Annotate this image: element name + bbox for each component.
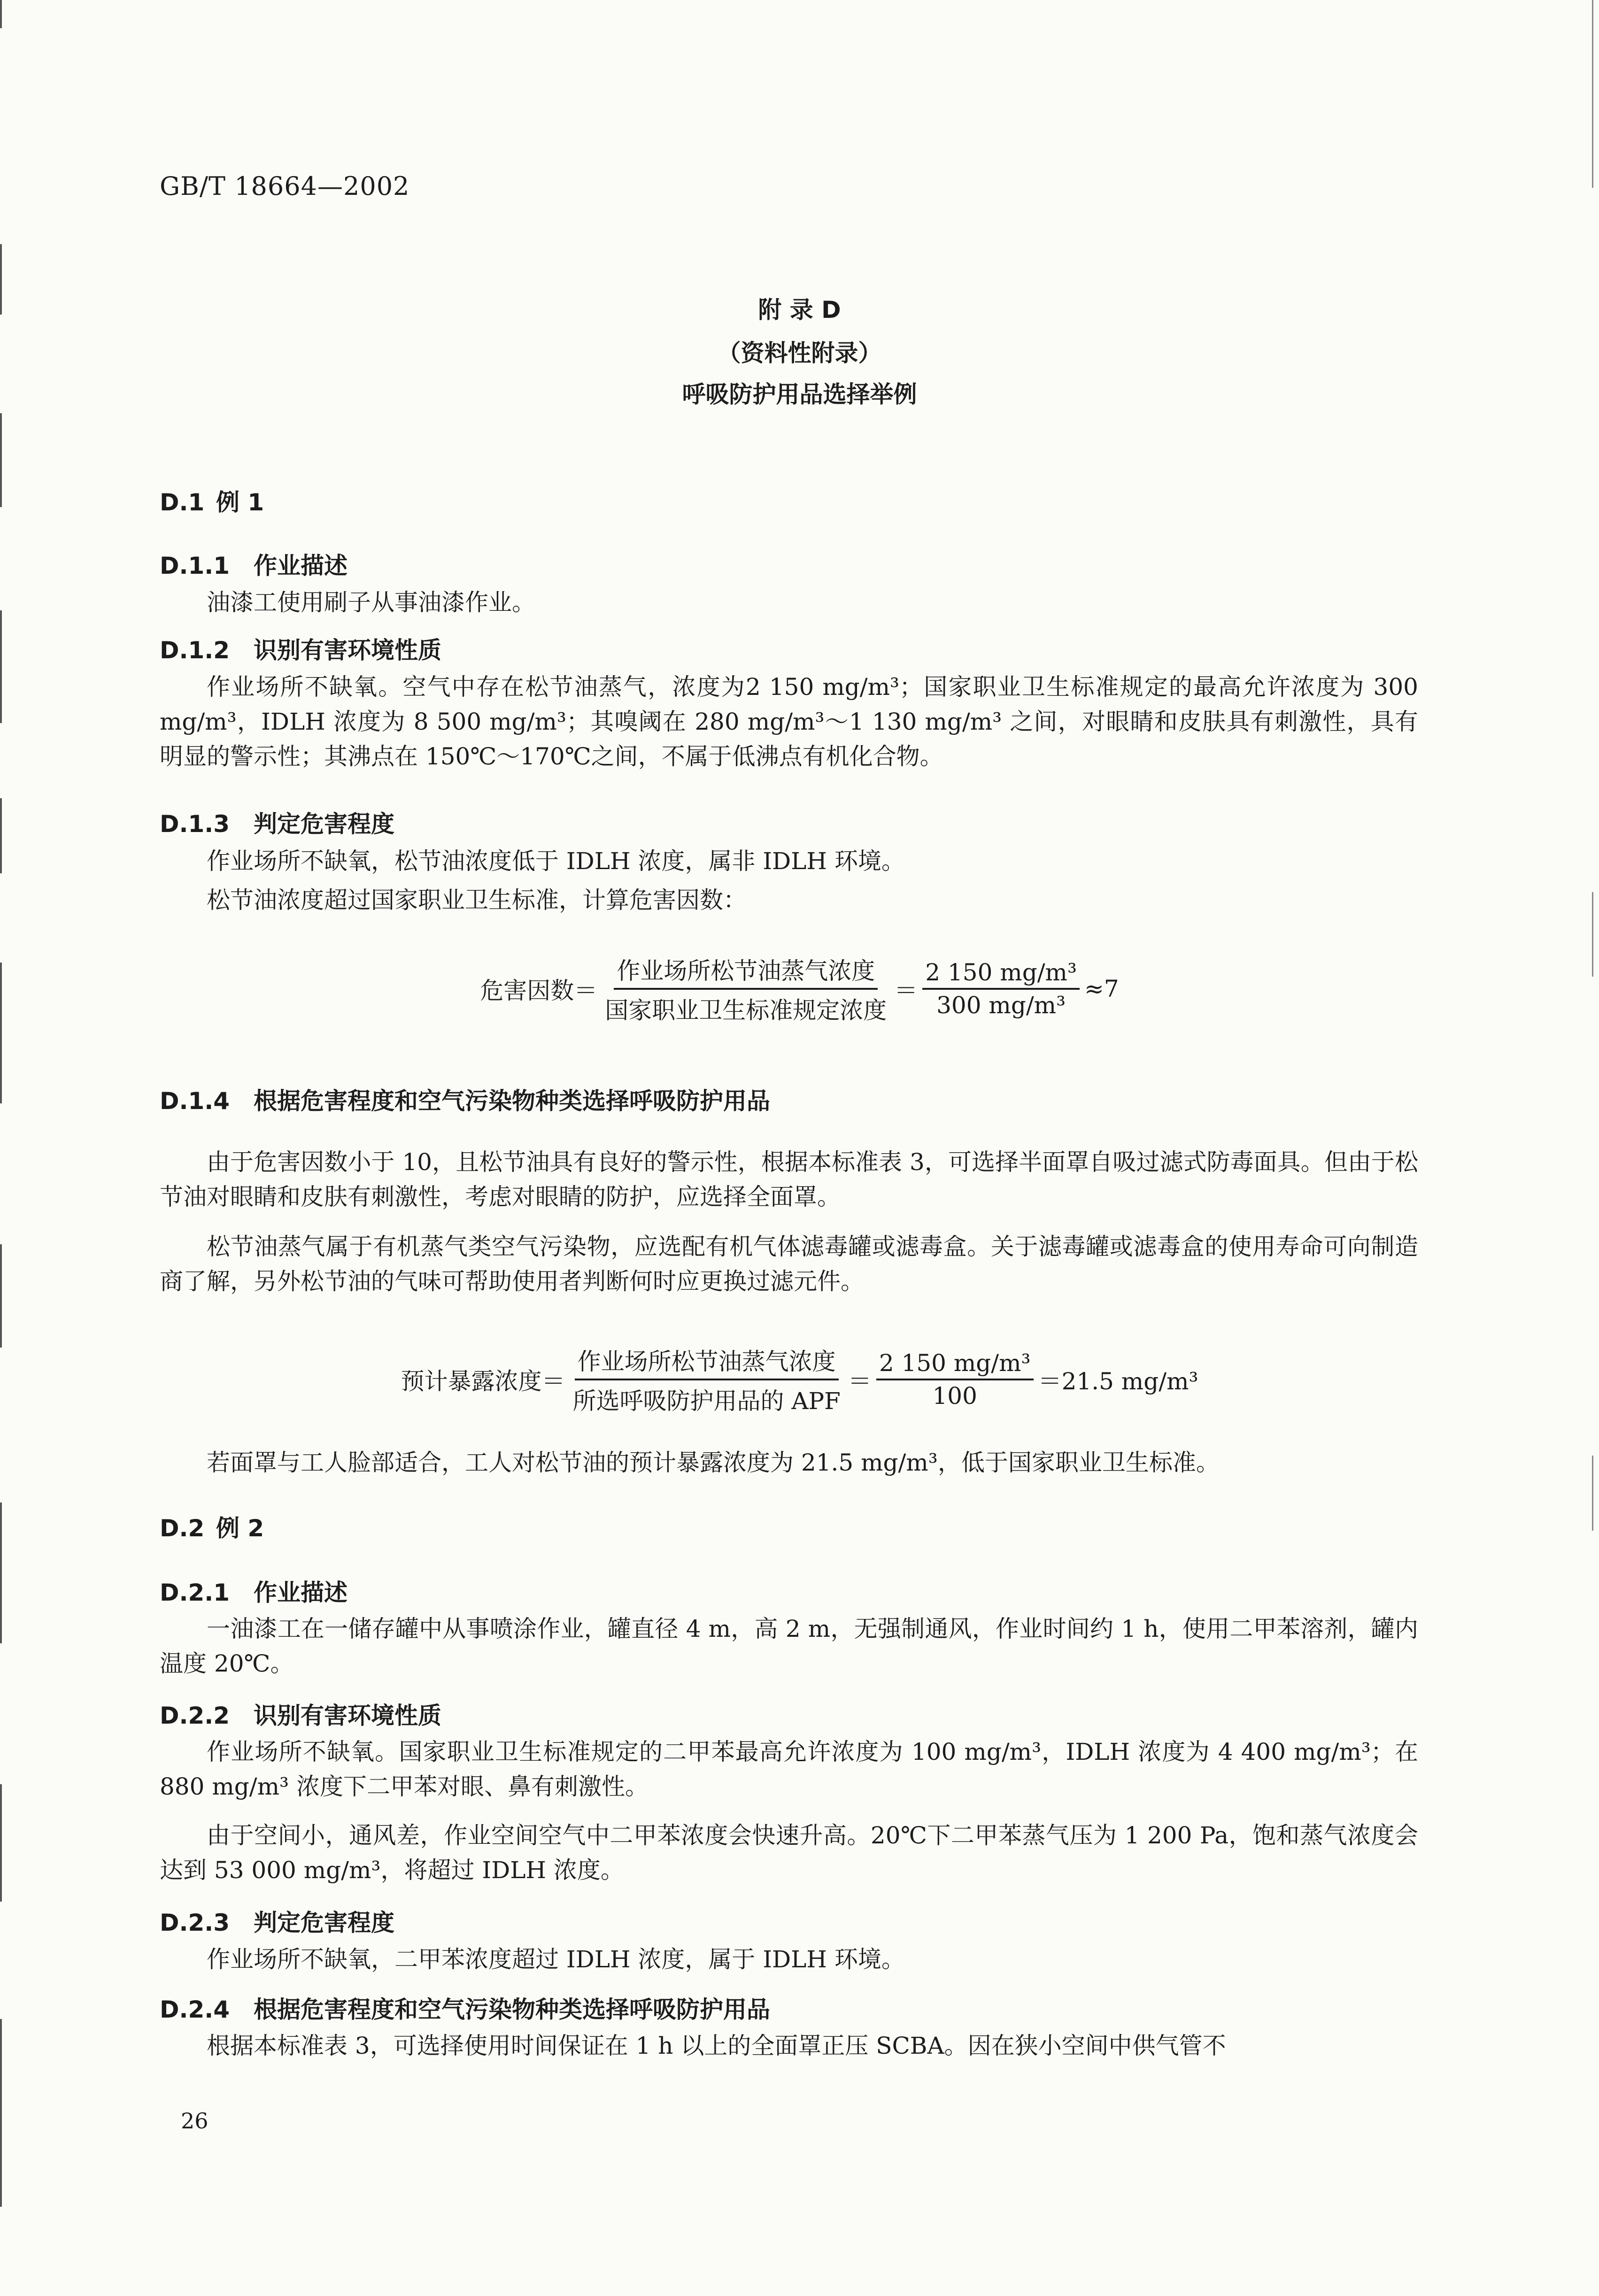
document-code: GB/T 18664—2002 [160, 171, 410, 201]
paragraph: 由于危害因数小于 10，且松节油具有良好的警示性，根据本标准表 3，可选择半面罩自吸过滤式防毒面具。但由于松节油对眼睛和皮肤有刺激性，考虑对眼睛的防护，应选择全面罩。 [160, 1148, 1418, 1210]
section-heading-d2-3 [160, 1904, 394, 1938]
section-heading-d2-4 [160, 1991, 770, 2025]
section-title: 识别有害环境性质 [254, 637, 441, 664]
section-heading-d1 [160, 484, 264, 517]
paragraph: 一油漆工在一储存罐中从事喷涂作业，罐直径 4 m，高 2 m，无强制通风，作业时间约 1 h，使用二甲苯溶剂，罐内温度 20℃。 [160, 1615, 1418, 1677]
fraction-denominator: 100 [932, 1382, 977, 1410]
paragraph: 松节油浓度超过国家职业卫生标准，计算危害因数： [207, 886, 747, 914]
section-number: D.2.4 [160, 1996, 230, 2023]
section-heading-d2 [160, 1510, 264, 1543]
section-number: D.2 [160, 1515, 205, 1542]
section-number: D.2.3 [160, 1909, 230, 1936]
scan-edge-line [0, 610, 2, 723]
hazard-factor-formula [0, 952, 1599, 1025]
fraction-numerator: 作业场所松节油蒸气浓度 [614, 952, 878, 990]
section-title: 作业描述 [254, 1579, 348, 1606]
fraction-denominator: 所选呼吸防护用品的 APF [572, 1387, 841, 1415]
paragraph: 若面罩与工人脸部适合，工人对松节油的预计暴露浓度为 21.5 mg/m³，低于国家职业卫生标准。 [207, 1449, 1220, 1476]
section-number: D.1 [160, 489, 205, 516]
section-number: D.2.2 [160, 1702, 230, 1729]
section-title: 判定危害程度 [254, 810, 394, 838]
section-number: D.1.3 [160, 810, 230, 838]
paragraph: 根据本标准表 3，可选择使用时间保证在 1 h 以上的全面罩正压 SCBA。因在狭小空间中供气管不 [207, 2032, 1226, 2059]
scan-edge-line [0, 798, 2, 873]
scan-edge-line [0, 1502, 2, 1643]
fraction-numerator: 2 150 mg/m³ [922, 959, 1080, 990]
scan-edge-line [0, 2019, 2, 2207]
formula-result: ＝21.5 mg/m³ [1038, 1368, 1198, 1395]
scan-edge-line [1592, 0, 1593, 188]
appendix-title: 呼吸防护用品选择举例 [682, 381, 917, 408]
formula-fraction [570, 1343, 843, 1416]
formula-equals: ＝ [848, 1368, 872, 1395]
section-heading-d1-1 [160, 547, 348, 581]
section-heading-d1-4 [160, 1082, 770, 1116]
section-heading-d2-2 [160, 1697, 441, 1731]
scan-edge-line [1592, 1456, 1593, 1531]
paragraph: 作业场所不缺氧，二甲苯浓度超过 IDLH 浓度，属于 IDLH 环境。 [207, 1946, 905, 1973]
section-title: 根据危害程度和空气污染物种类选择呼吸防护用品 [254, 1996, 770, 2023]
formula-lhs: 危害因数＝ [480, 977, 598, 1004]
section-heading-d1-2 [160, 632, 441, 665]
paragraph: 作业场所不缺氧。空气中存在松节油蒸气，浓度为2 150 mg/m³；国家职业卫生标准规定的最高允许浓度为 300 mg/m³，IDLH 浓度为 8 500 mg/m³；其嗅阈在 280 mg/m³～1 130 mg/m³ 之间，对眼睛和皮肤具有刺激性，具有明显的警示性；其沸点在 150℃～170℃之间，不属于低沸点有机化合物。 [160, 673, 1418, 770]
paragraph: 作业场所不缺氧。国家职业卫生标准规定的二甲苯最高允许浓度为 100 mg/m³，IDLH 浓度为 4 400 mg/m³；在 880 mg/m³ 浓度下二甲苯对眼、鼻有刺激性。 [160, 1738, 1418, 1800]
appendix-label: 附 录 D [758, 296, 841, 324]
formula-fraction [922, 959, 1080, 1019]
section-number: D.1.4 [160, 1087, 230, 1115]
section-title: 根据危害程度和空气污染物种类选择呼吸防护用品 [254, 1087, 770, 1115]
paragraph: 松节油蒸气属于有机蒸气类空气污染物，应选配有机气体滤毒罐或滤毒盒。关于滤毒罐或滤毒盒的使用寿命可向制造商了解，另外松节油的气味可帮助使用者判断何时应更换过滤元件。 [160, 1233, 1418, 1295]
exposure-formula [0, 1343, 1599, 1416]
paragraph: 作业场所不缺氧，松节油浓度低于 IDLH 浓度，属非 IDLH 环境。 [207, 848, 905, 875]
section-title: 识别有害环境性质 [254, 1702, 441, 1729]
section-title: 判定危害程度 [254, 1909, 394, 1936]
formula-result: ≈7 [1084, 975, 1119, 1002]
paragraph: 由于空间小，通风差，作业空间空气中二甲苯浓度会快速升高。20℃下二甲苯蒸气压为 1 200 Pa，饱和蒸气浓度会达到 53 000 mg/m³，将超过 IDLH 浓度。 [160, 1822, 1418, 1884]
scan-edge-line [0, 413, 2, 507]
section-heading-d2-1 [160, 1574, 348, 1608]
section-title: 作业描述 [254, 552, 348, 579]
section-number: D.1.2 [160, 637, 230, 664]
scan-edge-line [0, 1784, 2, 1902]
formula-fraction [876, 1349, 1034, 1410]
section-title: 例 2 [216, 1515, 264, 1542]
formula-equals: ＝ [894, 977, 918, 1004]
scan-edge-line [0, 0, 2, 28]
section-number: D.1.1 [160, 552, 230, 579]
section-number: D.2.1 [160, 1579, 230, 1606]
appendix-type: （资料性附录） [717, 339, 882, 367]
formula-fraction [602, 952, 889, 1025]
fraction-denominator: 国家职业卫生标准规定浓度 [605, 997, 887, 1024]
section-heading-d1-3 [160, 805, 394, 839]
fraction-numerator: 2 150 mg/m³ [876, 1349, 1034, 1380]
page-number: 26 [181, 2108, 209, 2134]
section-title: 例 1 [216, 489, 264, 516]
scan-edge-line [0, 1244, 2, 1348]
fraction-numerator: 作业场所松节油蒸气浓度 [575, 1343, 839, 1380]
fraction-denominator: 300 mg/m³ [936, 992, 1066, 1019]
paragraph: 油漆工使用刷子从事油漆作业。 [207, 589, 535, 616]
formula-lhs: 预计暴露浓度＝ [401, 1368, 565, 1395]
